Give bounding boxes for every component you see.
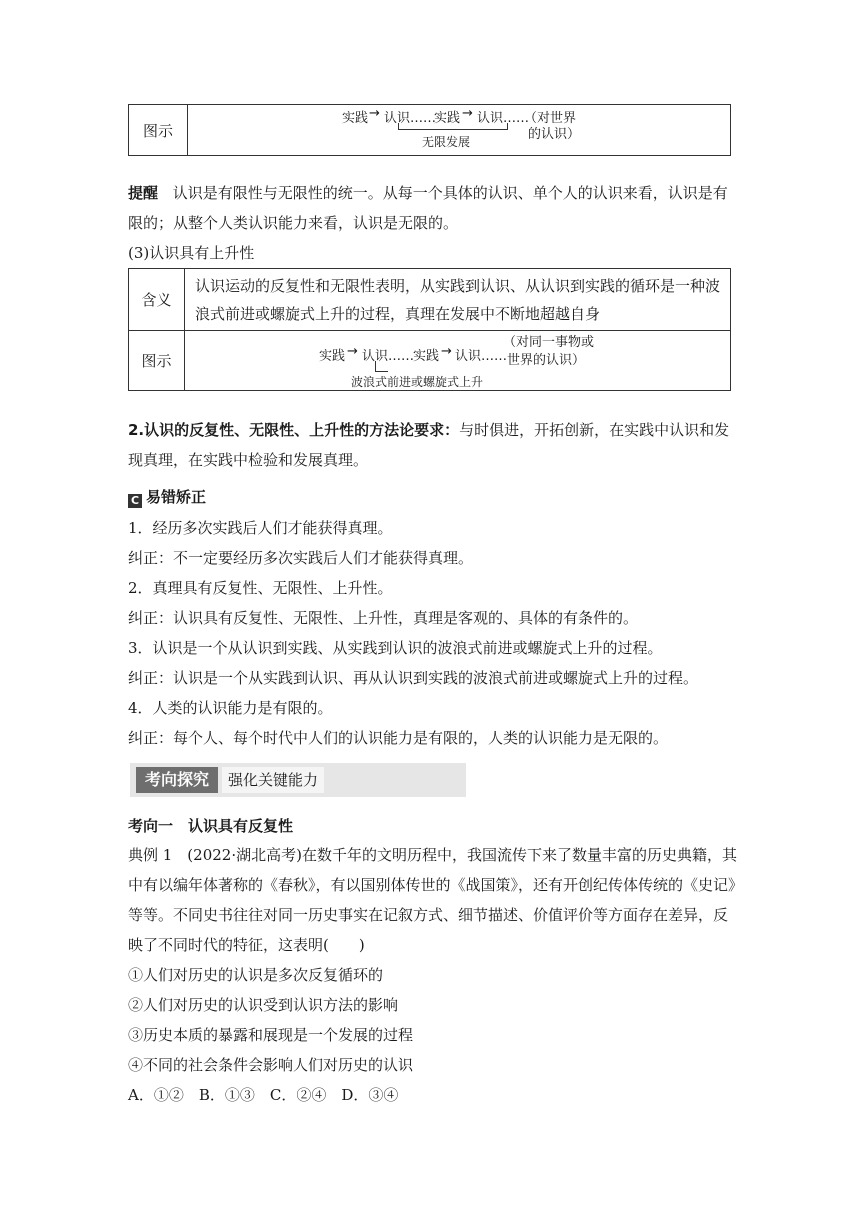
- diagram2-cognition-2: 认识……: [454, 349, 507, 364]
- example-option: ③历史本质的暴露和展现是一个发展的过程: [128, 1026, 414, 1044]
- reminder-title: 提醒: [128, 184, 159, 202]
- banner-subtitle: 强化关键能力: [222, 767, 324, 793]
- diagram1-bracket-label: 无限发展: [422, 135, 471, 149]
- meaning-line-1: 认识运动的反复性和无限性表明，从实践到认识、从认识到实践的循环是一种波: [194, 276, 720, 295]
- table2-meaning-label: 含义: [129, 269, 185, 331]
- diagram2-cognition-1: 认识……: [361, 349, 414, 364]
- diagram1-bracket: [398, 123, 508, 130]
- table2-diagram-cell: [184, 331, 730, 391]
- diagram1-cognition-1: 认识……: [384, 111, 437, 126]
- cycle-diagram-2: [185, 331, 730, 390]
- diagram1-note-1: （对世界: [524, 111, 577, 126]
- correction-item: 纠正：认识是一个从实践到认识、再从认识到实践的波浪式前进或螺旋式上升的过程。: [128, 669, 699, 687]
- example-line-4: 映了不同时代的特征，这表明( ): [128, 936, 365, 954]
- arrow-icon: →: [346, 344, 358, 359]
- diagram1-practice-1: 实践: [342, 111, 369, 126]
- correction-item: 纠正：每个人、每个时代中人们的认识能力是有限的，人类的认识能力是无限的。: [128, 729, 669, 747]
- correction-item: 2．真理具有反复性、无限性、上升性。: [128, 579, 393, 597]
- correction-heading: [128, 487, 206, 508]
- correction-item: 纠正：不一定要经历多次实践后人们才能获得真理。: [128, 549, 474, 567]
- point2-rest: 与时俱进，开拓创新，在实践中认识和发: [459, 421, 730, 439]
- meaning-line-2: 浪式前进或螺旋式上升的过程，真理在发展中不断地超越自身: [194, 304, 600, 323]
- reminder-line-1: [128, 183, 728, 203]
- arrow-icon: →: [369, 106, 380, 121]
- arrow-icon: →: [462, 106, 473, 121]
- point2-line-2: 现真理，在实践中检验和发展真理。: [128, 451, 369, 469]
- table2-diagram-label: 图示: [129, 331, 185, 391]
- diagram2-practice-2: 实践: [412, 349, 439, 364]
- diagram1-cognition-2: 认识……: [477, 111, 530, 126]
- arrow-icon: →: [440, 344, 452, 359]
- diagram2-bracket-label: 波浪式前进或螺旋式上升: [350, 375, 483, 389]
- diagram2-bracket: [375, 361, 388, 372]
- direction-heading: 考向一 认识具有反复性: [128, 817, 294, 835]
- meaning-table: [128, 268, 731, 391]
- correction-icon: C: [128, 494, 142, 508]
- cycle-diagram-1: [188, 105, 730, 155]
- banner-label: 考向探究: [136, 767, 218, 793]
- correction-item: 3．认识是一个从认识到实践、从实践到认识的波浪式前进或螺旋式上升的过程。: [128, 639, 663, 657]
- table1-label: 图示: [129, 105, 188, 156]
- table1-diagram-cell: [188, 105, 731, 156]
- correction-item: 纠正：认识具有反复性、无限性、上升性，真理是客观的、具体的有条件的。: [128, 609, 639, 627]
- point2-bold: 2.认识的反复性、无限性、上升性的方法论要求：: [128, 421, 460, 439]
- correction-title: 易错矫正: [146, 488, 207, 506]
- diagram2-note-2: 世界的认识）: [506, 353, 585, 368]
- example-line-3: 等等。不同史书往往对同一历史事实在记叙方式、细节描述、价值评价等方面存在差异，反: [128, 906, 729, 924]
- section-banner: [130, 763, 466, 797]
- example-option: ②人们对历史的认识受到认识方法的影响: [128, 996, 399, 1014]
- table2-meaning-cell: [184, 269, 730, 331]
- example-answers: A．①② B．①③ C．②④ D．③④: [128, 1086, 399, 1104]
- example-option: ①人们对历史的认识是多次反复循环的: [128, 966, 384, 984]
- diagram-table-1: [128, 104, 731, 156]
- example-line-1: 典例 1 (2022·湖北高考)在数千年的文明历程中，我国流传下来了数量丰富的历史典籍，其: [128, 846, 737, 864]
- diagram1-practice-2: 实践: [434, 111, 461, 126]
- correction-item: 1．经历多次实践后人们才能获得真理。: [128, 519, 393, 537]
- diagram2-note-1: （对同一事物或: [502, 335, 594, 350]
- heading-3: (3)认识具有上升性: [128, 244, 255, 262]
- reminder-line-2: 限的；从整个人类认识能力来看，认识是无限的。: [128, 214, 459, 232]
- example-line-2: 中有以编年体著称的《春秋》，有以国别体传世的《战国策》，还有开创纪传体传统的《史记》: [128, 876, 744, 894]
- correction-item: 4．人类的认识能力是有限的。: [128, 699, 333, 717]
- point2-line-1: [128, 420, 729, 440]
- reminder-text-1: 认识是有限性与无限性的统一。从每一个具体的认识、单个人的认识来看，认识是有: [172, 184, 728, 202]
- diagram1-note-2: 的认识）: [528, 127, 581, 142]
- diagram2-practice-1: 实践: [318, 349, 345, 364]
- example-option: ④不同的社会条件会影响人们对历史的认识: [128, 1056, 414, 1074]
